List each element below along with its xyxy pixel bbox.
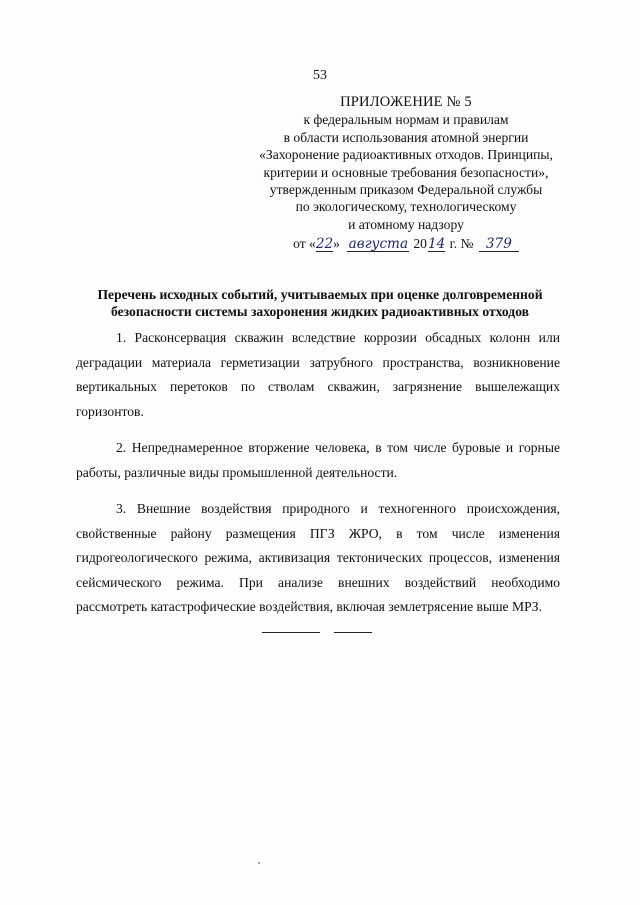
appendix-line: утвержденным приказом Федеральной службы — [269, 182, 543, 198]
appendix-line: в области использования атомной энергии — [283, 129, 529, 145]
page-number: 53 — [313, 68, 327, 83]
year-postfix: г. № — [446, 236, 477, 252]
list-item: 2. Непреднамеренное вторжение человека, в том числе буровые и горные работы, различные виды промышленной деятельности. — [76, 440, 560, 480]
list-item: 3. Внешние воздействия природного и техногенного происхождения, свойственные району размещения ПГЗ ЖРО, в том числе изменения гидрогеологического режима, активизация тектонических процессов, изменения сейсмического режима. При анализе внешних воздействий необходимо рассмотреть катастрофические воздействия, включая землетрясение выше МРЗ. — [76, 501, 560, 614]
handwritten-order-number: 379 — [479, 237, 519, 252]
order-date-line — [236, 235, 576, 252]
handwritten-year: 14 — [427, 236, 446, 253]
events-list — [76, 326, 560, 632]
appendix-line: к федеральным нормам и правилам — [303, 112, 509, 128]
year-prefix: 20 — [413, 236, 427, 252]
scan-speck — [258, 862, 260, 864]
appendix-title: ПРИЛОЖЕНИЕ № 5 — [340, 94, 472, 110]
appendix-line: по экологическому, технологическому — [295, 199, 517, 215]
appendix-header — [236, 94, 576, 253]
appendix-line: «Захоронение радиоактивных отходов. Принципы, — [259, 147, 553, 163]
date-prefix: от « — [293, 236, 316, 252]
document-heading: Перечень исходных событий, учитываемых при оценке долговременной безопасности системы захоронения жидких радиоактивных отходов — [97, 287, 543, 319]
list-item: 1. Расконсервация скважин вследствие коррозии обсадных колонн или деградации материала герметизации затрубного пространства, возникновение вертикальных перетоков по стволам скважин, загрязнение вышележащих горизонтов. — [76, 330, 560, 419]
appendix-line: критерии и основные требования безопасности», — [263, 164, 549, 180]
date-mid: » — [333, 236, 344, 252]
appendix-line: и атомному надзору — [348, 216, 464, 232]
closing-rule — [262, 632, 372, 633]
handwritten-day: 22 — [315, 236, 334, 253]
handwritten-month: августа — [348, 236, 409, 253]
